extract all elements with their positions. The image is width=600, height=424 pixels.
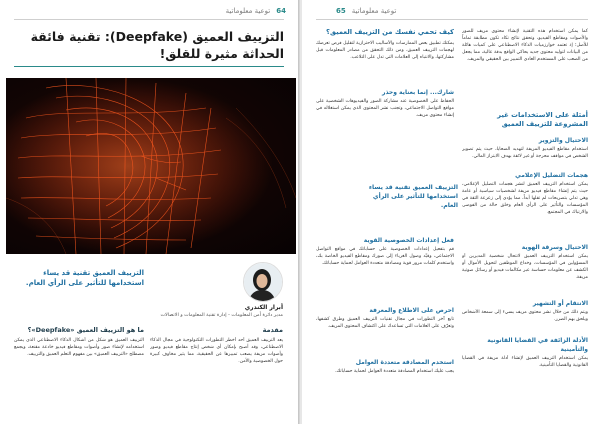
fraud-body: استخدام مقاطع الفيديو المزيفة لتهديد الضحايا، حيث يتم تصوير الشخص في مواقف محرجة أو غير لائقة بهدف الابتزاز المالي. [462,147,588,159]
privacy-settings-heading: فعل إعدادات الخصوصية القوية [363,237,454,244]
legal-body: يمكن استخدام التزييف العميق لإنشاء أدلة مزيفة في القضايا القانونية والقضايا التأمينية. [462,356,588,368]
fraud-heading: الاحتيال والتزوير [538,137,588,144]
privacy-settings-body: قم بتفعيل إعدادات الخصوصية على حساباتك في مواقع التواصل الاجتماعي، وقيّد وصول الغرباء إلى صورك ومقاطع الفيديو الخاصة بك، واستخدم كلمات مرور قوية ومصادقة متعددة العوامل لحماية حساباتك. [316,247,454,266]
disinfo-body: يمكن استخدام التزييف العميق لنشر هجمات التضليل الإعلامي، حيث يتم إنشاء مقاطع فيديو مزيفة لشخصيات سياسية أو عامة وهي تدلي بتصريحات لم تقلها أبداً، مما يؤدي إلى زعزعة الثقة في المؤسسات والتأثير على الرأي العام وخلق حالة من الفوضى والارتباك في المجتمع. [462,182,588,215]
extortion-heading: الانتقام أو التشهير [532,300,588,307]
phishing-heading: الاحتيال وسرقة الهوية [521,244,588,251]
intro-continued-body: كما يمكن استخدام هذه التقنية لإنشاء محتوى مزيف للصور والأصوات ومقاطع الفيديو، وتحقق نتائج تكاد تكون مطابقة تماماً للأصل؛ إذ تعتمد خوارزميات الذكاء الاصطناعي على كميات هائلة من البيانات لتوليد محتوى جديد يحاكي الواقع بدقة عالية، مما يجعل من الصعب على المستخدم العادي التمييز بين الحقيقي والمزيف. [462,29,588,62]
right-page [302,0,600,424]
mfa-heading: استخدم المصادقة متعددة العوامل [355,359,454,366]
left-pull-quote: التزييف العميق تقنية قد يساء استخدامها للتأثير على الرأي العام. [25,269,144,287]
examples-heading: أمثلة على الاستخدامات غير المشروعة للتزييف العميق [497,111,588,128]
disinfo-heading: هجمات التضليل الإعلامي [515,172,588,179]
page-number: 64 [276,7,286,15]
author-role: مدير دائرة أمن المعلومات - إدارة تقنية المعلومات و الاتصالات [160,313,283,318]
header-rule [316,19,588,20]
page-number: 65 [336,7,346,15]
title-rule [14,66,284,67]
author-name: أبرار الكندري [244,304,283,311]
stay-informed-body: تابع آخر التطورات في مجال تقنيات التزييف العميق وطرق كشفها، وتعرّف على العلامات التي تساعدك على اكتشاف المحتوى المزيف. [316,317,454,329]
article-title: التزييف العميق (Deepfake): تقنية فائقة الحداثة مثيرة للقلق! [30,29,284,61]
extortion-body: ويتم ذلك من خلال نشر محتوى مزيف يسيء إلى سمعة الأشخاص ويلحق بهم الضرر. [462,310,588,322]
section-name: توعية معلوماتية [351,7,397,15]
what-is-heading: ما هو التزييف العميق «Deepfake»؟ [27,326,144,334]
author-photo-icon [243,263,282,302]
how-to-protect-body: يمكنك تطبيق بعض الممارسات والأساليب الاحترازية لتقليل فرص تعرضك لهجمات التزييف العميق، ومن ذلك التحقق من مصادر المعلومات قبل مشاركتها، والانتباه إلى العلامات التي تدل على التلاعب. [316,41,454,60]
wireframe-face-illustration [6,78,296,254]
stay-informed-heading: احرص على الاطلاع والمعرفة [369,307,454,314]
legal-heading: الأدلة الزائفة في القضايا القانونية والتأمينية [487,337,588,353]
author-avatar [243,262,283,302]
phishing-body: يمكن استخدام التزييف العميق لانتحال شخصية المديرين أو المسؤولين في المؤسسات، وخداع الموظفين لتحويل الأموال أو الكشف عن معلومات حساسة عبر مكالمات فيديو أو رسائل صوتية مزيفة. [462,254,588,280]
mfa-body: يجب عليك استخدام المصادقة متعددة العوامل لحماية حساباتك. [334,369,454,374]
right-pull-quote: التزييف العميق تقنية قد يساء استخدامها للتأثير على الرأي العام. [368,184,458,209]
hero-image-wireframe-face [6,78,296,254]
share-body: الحفاظ على الخصوصية عند مشاركة الصور والفيديوهات الشخصية على مواقع التواصل الاجتماعي، وتجنب نشر المحتوى الذي يمكن استغلاله في إنشاء محتوى مزيف. [316,99,454,118]
running-head [226,4,286,18]
how-to-protect-heading: كيف تحمي نفسك من التزييف العميق؟ [326,28,454,36]
running-head [336,4,396,18]
section-name: توعية معلوماتية [225,7,271,15]
header-rule [14,19,284,20]
share-heading: شارك... إنما بعناية وحذر [381,89,454,96]
intro-heading: مقدمة [262,326,283,334]
what-is-body: التزييف العميق هو شكل من أشكال الذكاء الاصطناعي الذي يمكن استخدامه لإنشاء صور وأصوات ومقاطع فيديو خادعة مقنعة، ويجمع مصطلح «التزييف العميق» بين مفهوم التعلم العميق والتزييف. [14,338,144,357]
intro-body: يعد التزييف العميق أحد أخطر التطورات التكنولوجية في مجال الذكاء الاصطناعي، وقد أصبح بإمكان أي شخص إنتاج مقاطع فيديو وصور وأصوات مزيفة يصعب تمييزها عن الحقيقية، مما يثير مخاوف كبيرة حول الخصوصية والأمن. [150,338,283,364]
